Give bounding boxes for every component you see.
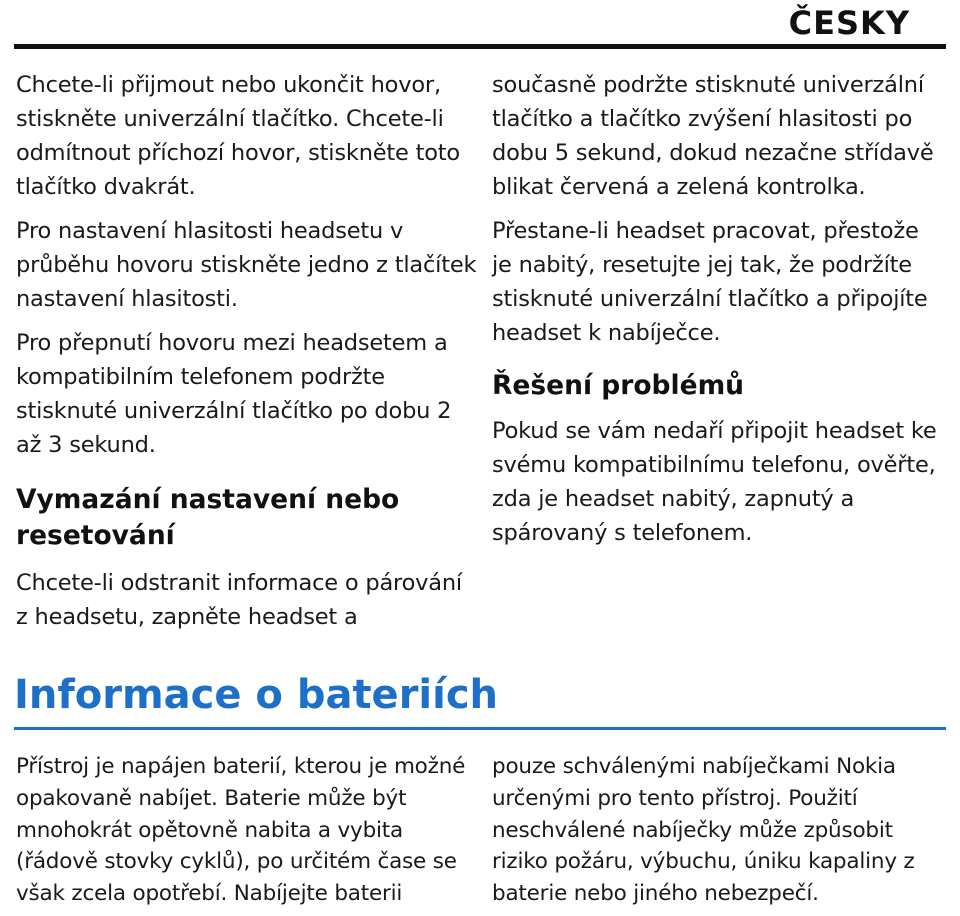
left-column-top <box>16 68 478 634</box>
answer-call-paragraph: Chcete-li přijmout nebo ukončit hovor, stiskněte univerzální tlačítko. Chcete-li odmítnout příchozí hovor, stiskněte toto tlačítko dvakrát. <box>16 72 460 200</box>
battery-paragraph-start: Přístroj je napájen baterií, kterou je možné opakovaně nabíjet. Baterie může být mnohokrát opětovně nabita a vybita (řádově stovky cyklů), po určitém čase se však zcela opotřebí. Nabíjejte baterii <box>16 754 466 907</box>
battery-left-column <box>16 751 478 910</box>
right-column-top <box>492 68 944 550</box>
reset-paragraph-start: Chcete-li odstranit informace o párování z headsetu, zapněte headset a <box>16 570 462 630</box>
top-divider <box>14 44 946 49</box>
battery-paragraph-continued: pouze schválenými nabíječkami Nokia určenými pro tento přístroj. Použití neschválené nabíječky může způsobit riziko požáru, výbuchu, úniku kapaliny z baterie nebo jiného nebezpečí. <box>492 754 915 907</box>
headset-reset-paragraph: Přestane-li headset pracovat, přestože je nabitý, resetujte jej tak, že podržíte stisknuté univerzální tlačítko a připojíte headset k nabíječce. <box>492 218 928 346</box>
volume-paragraph: Pro nastavení hlasitosti headsetu v průběhu hovoru stiskněte jedno z tlačítek nastavení hlasitosti. <box>16 218 477 312</box>
battery-section-title: Informace o bateriích <box>14 672 499 718</box>
battery-section-divider <box>14 727 946 730</box>
reset-paragraph-continued: současně podržte stisknuté univerzální tlačítko a tlačítko zvýšení hlasitosti po dobu 5 sekund, dokud nezačne střídavě blikat červená a zelená kontrolka. <box>492 72 934 200</box>
troubleshooting-heading: Řešení problémů <box>492 370 745 401</box>
reset-heading: Vymazání nastavení nebo resetování <box>16 484 400 551</box>
troubleshooting-paragraph: Pokud se vám nedaří připojit headset ke svému kompatibilnímu telefonu, ověřte, zda je headset nabitý, zapnutý a spárovaný s telefonem. <box>492 418 937 546</box>
language-header: ČESKY <box>788 4 910 42</box>
battery-right-column <box>492 751 944 910</box>
switch-call-paragraph: Pro přepnutí hovoru mezi headsetem a kompatibilním telefonem podržte stisknuté univerzální tlačítko po dobu 2 až 3 sekund. <box>16 330 452 458</box>
